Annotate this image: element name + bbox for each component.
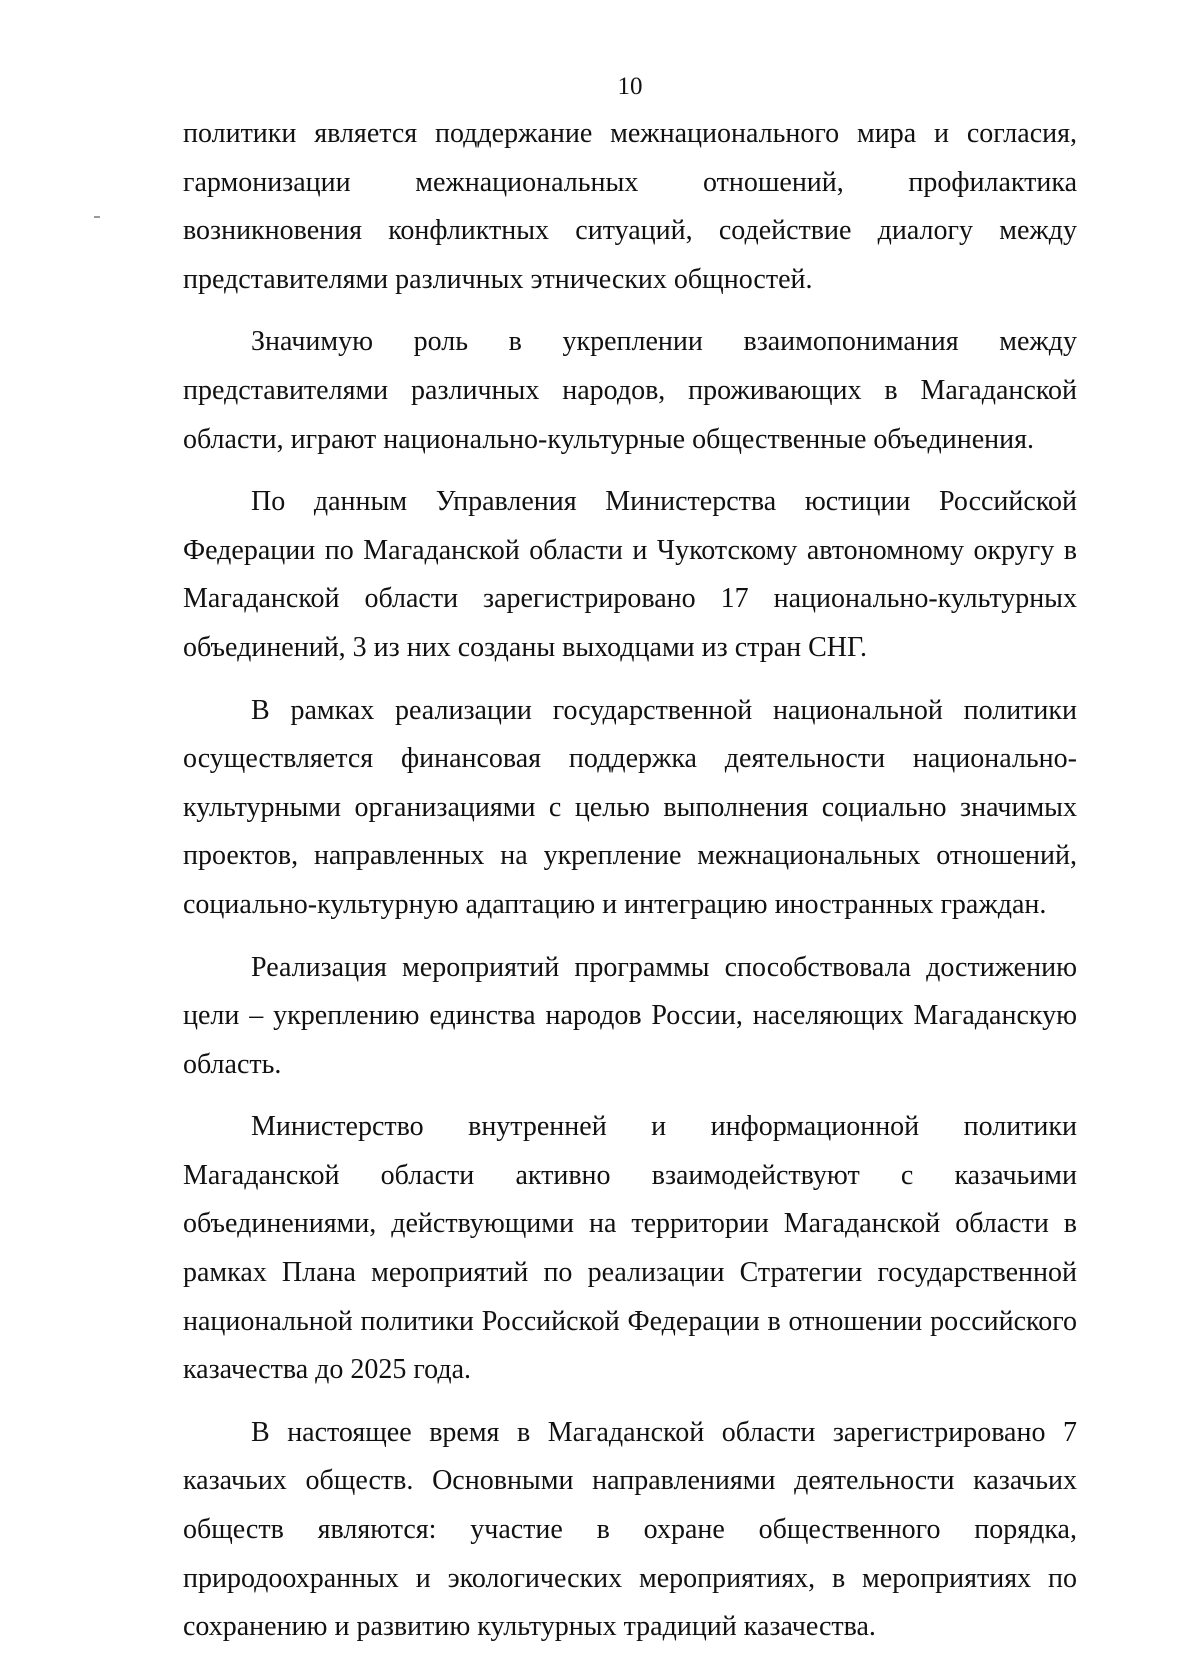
page-number: 10 xyxy=(617,73,643,100)
document-body xyxy=(183,110,1077,1666)
paragraph: В рамках реализации государственной национальной политики осуществляется финансовая поддержка деятельности национально-культурными организациями с целью выполнения социально значимых проектов, направленных на укрепление межнациональных отношений, социально-культурную адаптацию и интеграцию иностранных граждан. xyxy=(183,694,1077,920)
paragraph-continuation: политики является поддержание межнационального мира и согласия, гармонизации межнациональных отношений, профилактика возникновения конфликтных ситуаций, содействие диалогу между представителями различных этнических общностей. xyxy=(183,118,1077,295)
paragraph: Реализация мероприятий программы способствовала достижению цели – укреплению единства народов России, населяющих Магаданскую область. xyxy=(183,951,1077,1080)
scan-speck xyxy=(94,216,100,218)
paragraph: По данным Управления Министерства юстиции Российской Федерации по Магаданской области и Чукотскому автономному округу в Магаданской области зарегистрировано 17 национально-культурных объединений, 3 из них созданы выходцами из стран СНГ. xyxy=(183,486,1077,663)
paragraph: Значимую роль в укреплении взаимопонимания между представителями различных народов, проживающих в Магаданской области, играют национально-культурные общественные объединения. xyxy=(183,326,1077,455)
paragraph: Министерство внутренней и информационной политики Магаданской области активно взаимодействуют с казачьими объединениями, действующими на территории Магаданской области в рамках Плана мероприятий по реализации Стратегии государственной национальной политики Российской Федерации в отношении российского казачества до 2025 года. xyxy=(183,1111,1077,1386)
paragraph: В настоящее время в Магаданской области зарегистрировано 7 казачьих обществ. Основными направлениями деятельности казачьих обществ являются: участие в охране общественного порядка, природоохранных и экологических мероприятиях, в мероприятиях по сохранению и развитию культурных традиций казачества. xyxy=(183,1416,1077,1643)
